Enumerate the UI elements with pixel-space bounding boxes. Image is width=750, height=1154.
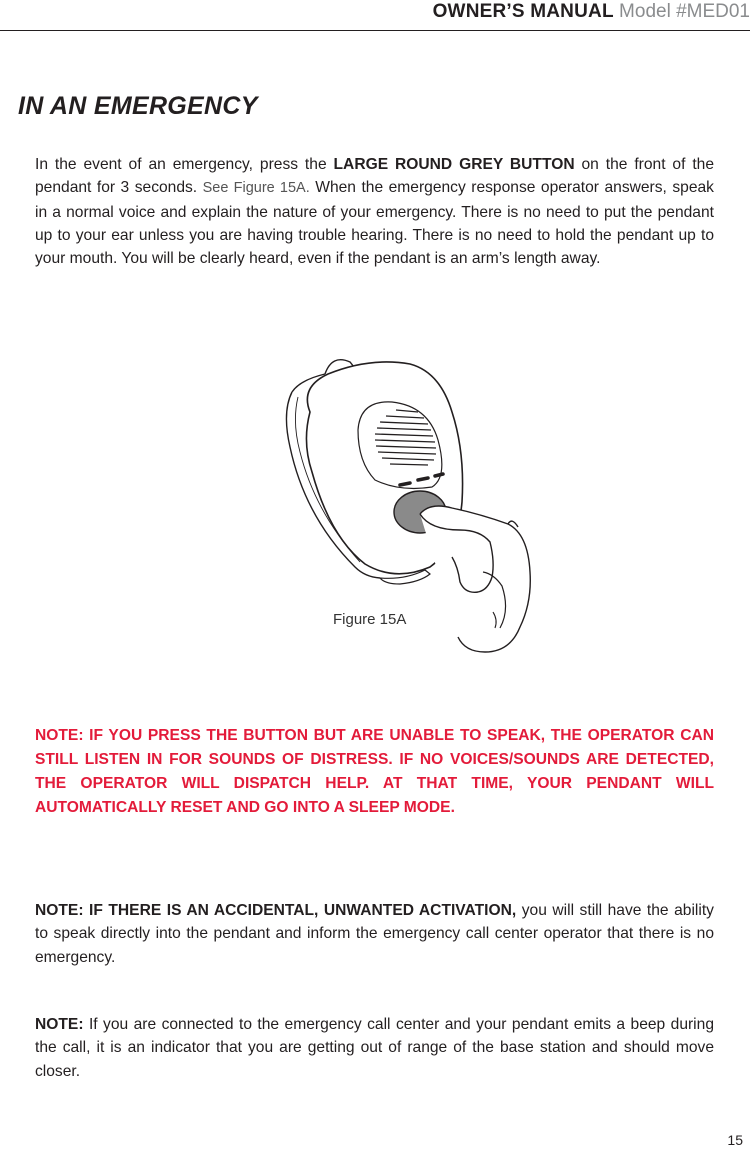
pendant-illustration: [280, 352, 540, 662]
page-number: 15: [727, 1132, 743, 1148]
finger: [420, 506, 530, 652]
note3-label: NOTE:: [35, 1016, 84, 1033]
accidental-activation-note: [35, 899, 714, 969]
model-number: Model #MED01: [619, 1, 750, 22]
range-warning-note: [35, 1013, 714, 1083]
section-heading: IN AN EMERGENCY: [18, 92, 258, 120]
note3-text: If you are connected to the emergency call center and your pendant emits a beep during the call, it is an indicator that you are getting out of range of the base station and should move closer.: [35, 1016, 714, 1080]
figure-reference: See Figure 15A.: [202, 180, 310, 197]
header-text: [433, 0, 750, 28]
note2-label: NOTE: IF THERE IS AN ACCIDENTAL, UNWANTED ACTIVATION,: [35, 902, 517, 919]
intro-text-2: on the front of the pendant for 3 seconds.: [35, 156, 715, 197]
intro-paragraph: [35, 153, 714, 270]
button-name-bold: LARGE ROUND GREY BUTTON: [333, 156, 575, 173]
page-header: [0, 0, 750, 31]
distress-note: NOTE: IF YOU PRESS THE BUTTON BUT ARE UNABLE TO SPEAK, THE OPERATOR CAN STILL LISTEN IN FOR SOUNDS OF DISTRESS. IF NO VOICES/SOUNDS ARE DETECTED, THE OPERATOR WILL DISPATCH HELP. AT THAT TIME, YOUR PENDANT WILL AUTOMATICALLY RESET AND GO INTO A SLEEP MODE.: [35, 727, 714, 816]
intro-text-1: In the event of an emergency, press the: [35, 156, 334, 173]
pendant-drawing: [280, 352, 540, 662]
figure-caption: Figure 15A: [333, 611, 407, 628]
note2-text: you will still have the ability to speak directly into the pendant and inform the emergency call center operator that there is no emergency.: [35, 902, 714, 966]
manual-title: OWNER’S MANUAL: [432, 1, 614, 22]
intro-text-3: When the emergency response operator answers, speak in a normal voice and explain the nature of your emergency. There is no need to put the pendant up to your ear unless you are having trouble hearing. There is no need to hold the pendant up to your mouth. You will be clearly heard, even if the pendant is an arm’s length away.: [35, 179, 714, 268]
